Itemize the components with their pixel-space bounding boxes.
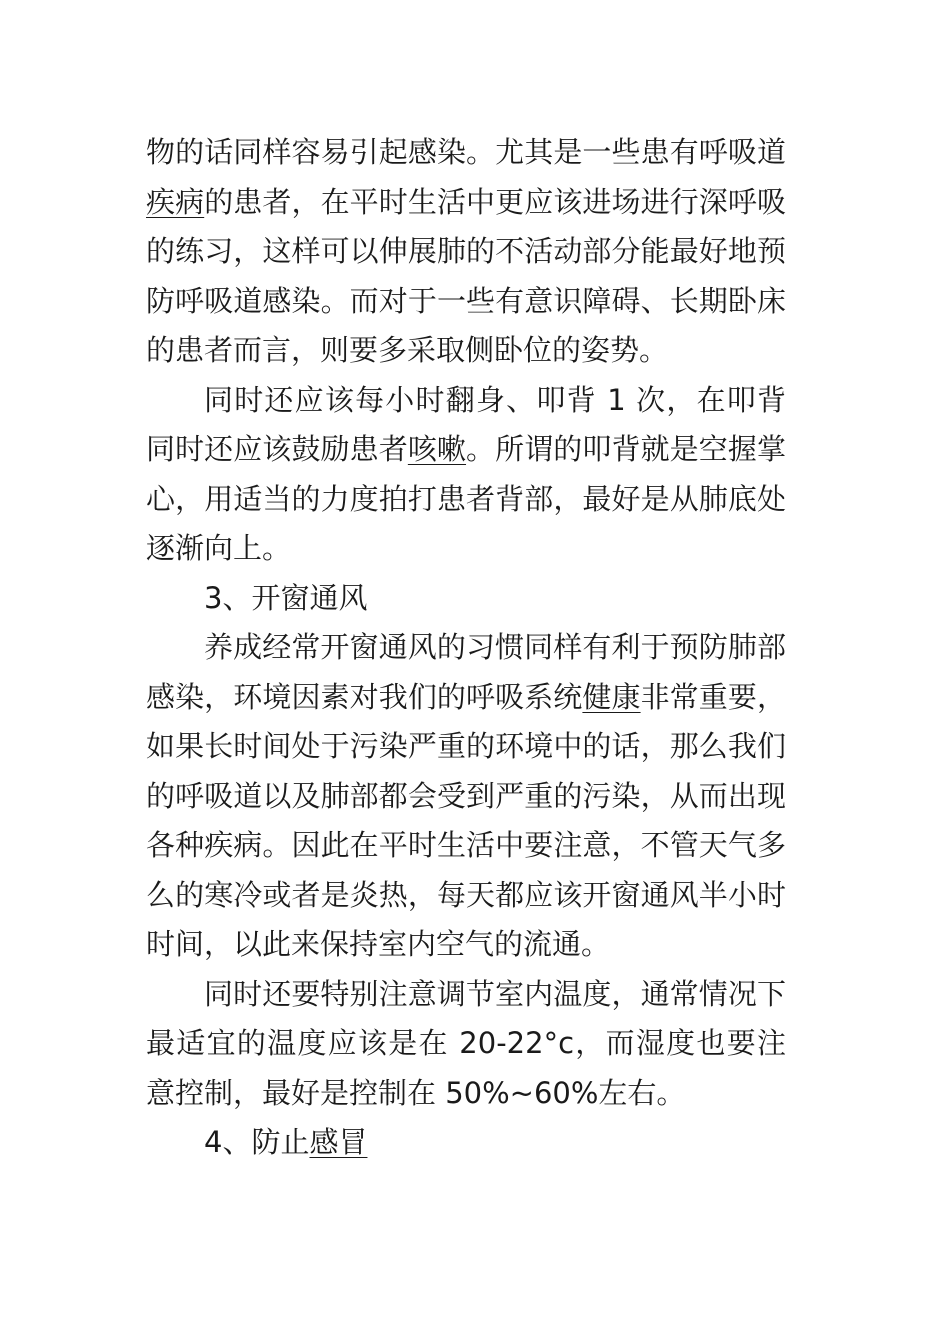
paragraph-2: [146, 376, 786, 574]
paragraph-1-text-a: 物的话同样容易引起感染。尤其是一些患有呼吸道: [146, 135, 786, 169]
paragraph-2-text-a: 同时还应该每小时翻身、叩背 1 次，在叩背同时还应该鼓励患者: [146, 382, 786, 466]
link-cough[interactable]: 咳嗽: [407, 432, 467, 466]
paragraph-3: [146, 623, 786, 970]
paragraph-1: [146, 128, 786, 376]
paragraph-3-text-b: 非常重要，如果长时间处于污染严重的环境中的话，那么我们的呼吸道以及肺部都会受到严重的污染，从而出现各种疾病。因此在平时生活中要注意，不管天气多么的寒冷或者是炎热，每天都应该开窗通风半小时时间，以此来保持室内空气的流通。: [146, 679, 786, 961]
document-body: [146, 128, 786, 1168]
paragraph-3-text-a: 养成经常开窗通风的习惯同样有利于预防肺部感染，环境因素对我们的呼吸系统: [146, 630, 786, 714]
paragraph-1-text-b: 的患者，在平时生活中更应该进场进行深呼吸的练习，这样可以伸展肺的不活动部分能最好地预防呼吸道感染。而对于一些有意识障碍、长期卧床的患者而言，则要多采取侧卧位的姿势。: [146, 184, 786, 367]
paragraph-2-text-b: 。所谓的叩背就是空握掌心，用适当的力度拍打患者背部，最好是从肺底处逐渐向上。: [146, 432, 786, 565]
link-health[interactable]: 健康: [582, 679, 641, 714]
link-disease[interactable]: 疾病: [146, 184, 205, 219]
link-cold[interactable]: 感冒: [309, 1125, 368, 1159]
section-heading-4: [146, 1118, 786, 1168]
paragraph-4: 同时还要特别注意调节室内温度，通常情况下最适宜的温度应该是在 20-22°c，而湿度也要注意控制，最好是控制在 50%~60%左右。: [146, 976, 786, 1110]
section-heading-4-text: 4、防止: [204, 1125, 310, 1159]
section-heading-3: 3、开窗通风: [204, 580, 368, 615]
